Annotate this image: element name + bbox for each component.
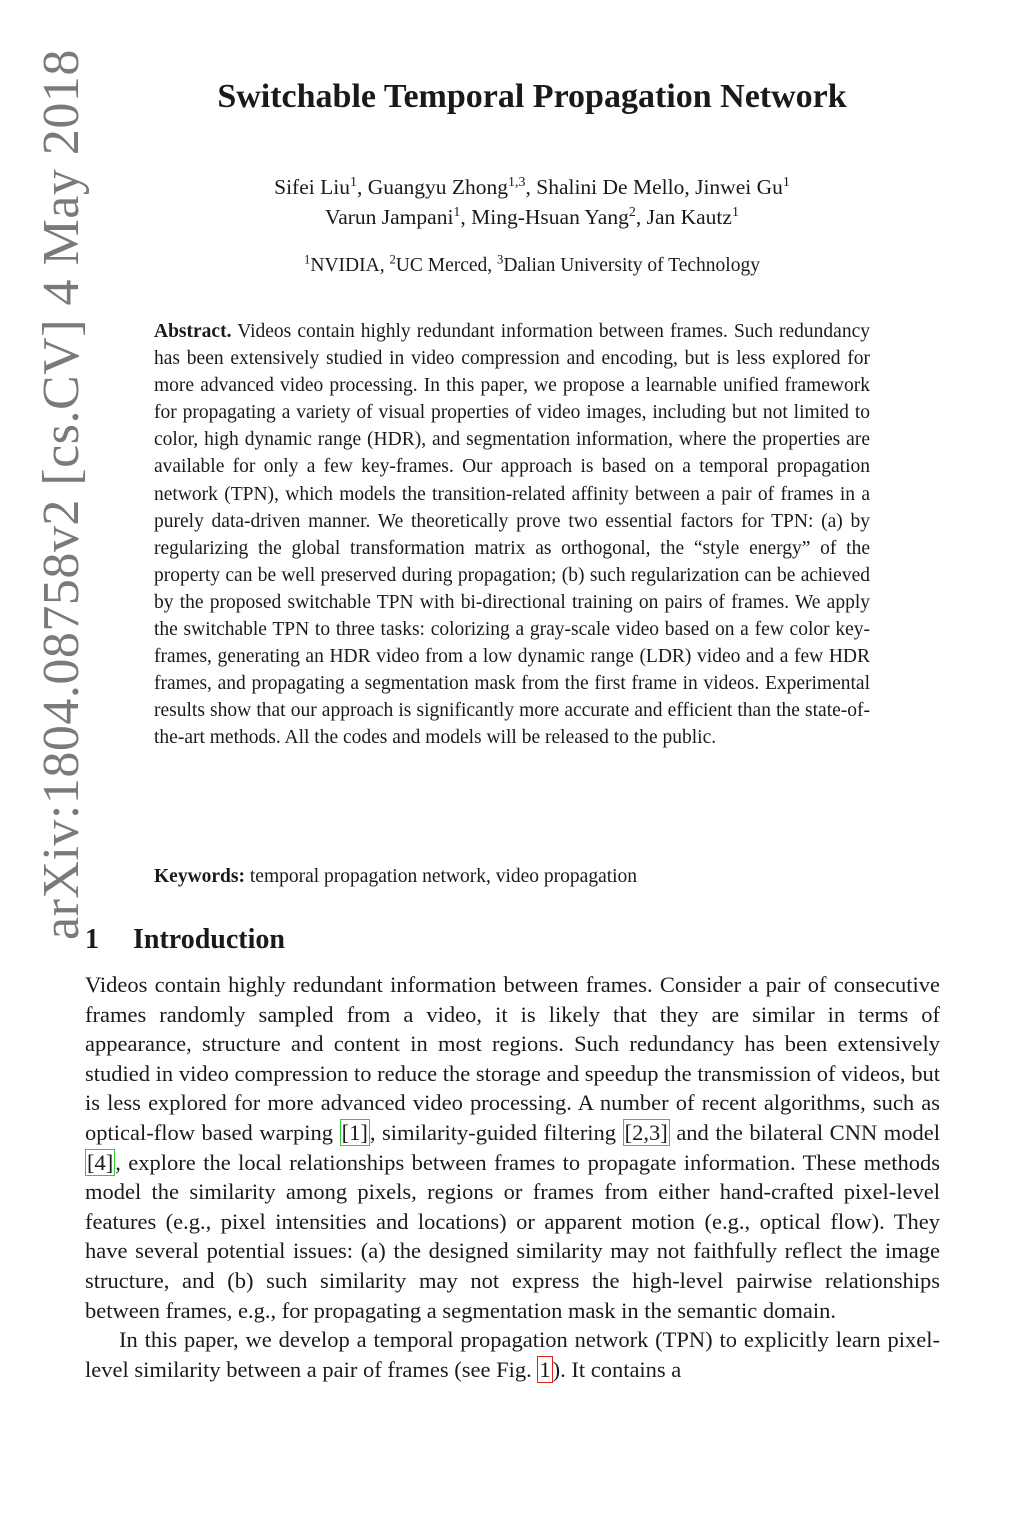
paper-title: Switchable Temporal Propagation Network (217, 78, 847, 115)
author-affil-mark: 1 (731, 204, 739, 220)
section-title: Introduction (133, 924, 285, 955)
keywords-text: temporal propagation network, video propagation (249, 866, 638, 887)
keywords (154, 863, 870, 890)
affiliation-name: NVIDIA (310, 255, 380, 276)
citation-link[interactable]: [1] (341, 1119, 368, 1145)
section-heading (85, 924, 285, 956)
abstract-label: Abstract. (154, 321, 232, 342)
paragraph: Videos contain highly redundant information between frames. Consider a pair of consecutive frames randomly sampled from a video, it is likely that they are similar in terms of appearance, structure and content in most regions. Such redundancy has been extensively studied in video compression to reduce the storage and speedup the transmission of videos, but is less explored for more advanced video processing. A number of recent algorithms, such as optical-flow based warping [1], similarity-guided filtering [2,3] and the bilateral CNN model [4], explore the local relationships between frames to propagate information. These methods model the similarity among pixels, regions or frames from either hand-crafted pixel-level features (e.g., pixel intensities and locations) or apparent motion (e.g., optical flow). They have several potential issues: (a) the designed similarity may not faithfully reflect the image structure, and (b) such similarity may not express the high-level pairwise relationships between frames, e.g., for propagating a segmentation mask in the semantic domain. (85, 972, 940, 1323)
author-name: Ming-Hsuan Yang (471, 205, 629, 229)
citation-link[interactable]: [4] (87, 1149, 114, 1175)
figure-reference-link[interactable]: 1 (539, 1356, 551, 1382)
author-line-1: Sifei Liu$^1$, Guangyu Zhong$^{1,3}$, Shalini De Mello, Jinwei Gu$^1$ (274, 174, 790, 199)
affiliations: $^1$NVIDIA, $^2$UC Merced, $^3$Dalian University of Technology (304, 252, 760, 276)
author-name: Varun Jampani (325, 205, 454, 229)
keywords-label: Keywords: (154, 866, 245, 887)
author-name: Jan Kautz (646, 205, 732, 229)
section-number: 1 (85, 924, 99, 955)
author-affil-mark: 1 (453, 204, 461, 220)
arxiv-identifier: arXiv:1804.08758v2 [cs.CV] 4 May 2018 (33, 49, 90, 940)
author-affil-mark: 2 (628, 204, 636, 220)
abstract (154, 318, 870, 752)
abstract-text: Videos contain highly redundant information between frames. Such redundancy has been extensively studied in video compression and encoding, but is less explored for more advanced video processing. In this paper, we propose a learnable unified framework for propagating a variety of visual properties of video images, including but not limited to color, high dynamic range (HDR), and segmentation information, where the properties are available for only a few key-frames. Our approach is based on a temporal propagation network (TPN), which models the transition-related affinity between a pair of frames in a purely data-driven manner. We theoretically prove two essential factors for TPN: (a) by regularizing the global transformation matrix as orthogonal, the “style energy” of the property can be well preserved during propagation; (b) such regularization can be achieved by the proposed switchable TPN with bi-directional training on pairs of frames. We apply the switchable TPN to three tasks: colorizing a gray-scale video based on a few color key-frames, generating an HDR video from a low dynamic range (LDR) video and a few HDR frames, and propagating a segmentation mask from the first frame in videos. Experimental results show that our approach is significantly more accurate and efficient than the state-of-the-art methods. All the codes and models will be released to the public. (154, 321, 870, 749)
author-affil-mark: 1,3 (508, 174, 526, 190)
affiliation-name: UC Merced (395, 255, 488, 276)
citation-link[interactable]: [2,3] (624, 1119, 668, 1145)
author-name: Jinwei Gu (695, 175, 783, 199)
author-list (0, 172, 1024, 232)
author-name: Guangyu Zhong (367, 175, 509, 199)
author-line-2: Varun Jampani$^1$, Ming-Hsuan Yang$^2$, Jan Kautz$^1$ (325, 204, 739, 229)
body-text (85, 970, 940, 1384)
author-name: Shalini De Mello (536, 175, 685, 199)
author-affil-mark: 1 (349, 174, 357, 190)
paragraph: In this paper, we develop a temporal propagation network (TPN) to explicitly learn pixel-level similarity between a pair of frames (see Fig. 1). It contains a (85, 1327, 940, 1382)
author-name: Sifei Liu (274, 175, 350, 199)
author-affil-mark: 1 (782, 174, 790, 190)
affiliation-name: Dalian University of Technology (503, 255, 760, 276)
